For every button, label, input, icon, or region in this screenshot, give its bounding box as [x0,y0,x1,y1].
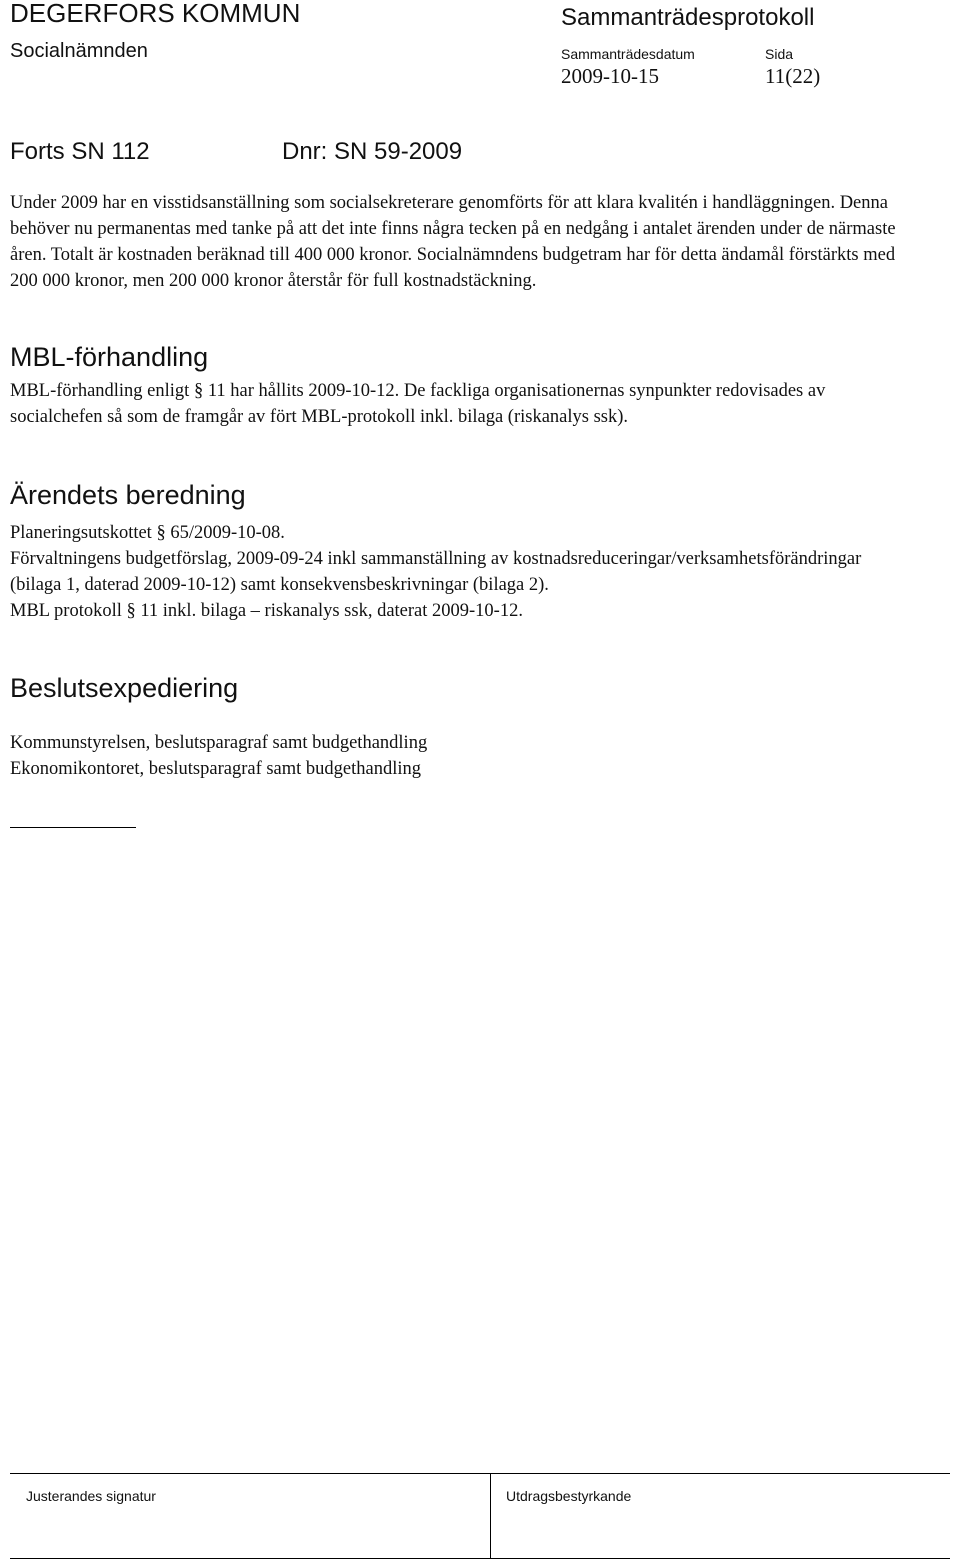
meeting-date-value: 2009-10-15 [561,64,659,88]
document-type: Sammanträdesprotokoll [561,4,815,31]
footer-separator [490,1474,491,1558]
beredning-heading: Ärendets beredning [10,480,246,510]
expediering-recipient: Ekonomikontoret, beslutsparagraf samt budgethandling [10,759,422,779]
beredning-list [10,520,910,624]
signature-footer [10,1473,950,1559]
beredning-line: Förvaltningens budgetförslag, 2009-09-24 inkl sammanställning av kostnadsreduceringar/verksamhetsförändringar (bilaga 1, daterad 2009-10-12) samt konsekvensbeskrivningar (bilaga 2). [10,549,862,595]
page-number: 11(22) [765,64,821,88]
intro-paragraph: Under 2009 har en visstidsanställning som socialsekreterare genomförts för att klara kvalitén i handläggningen. Denna behöver nu permanentas med tanke på att det inte finns några tecken på en nedgång i antalet ärenden under de närmaste åren. Totalt är kostnaden beräknad till 400 000 kronor. Socialnämndens budgetram har för detta ändamål förstärkts med 200 000 kronor, men 200 000 kronor återstår för full kostnadstäckning. [10,193,896,291]
expediering-heading: Beslutsexpediering [10,673,239,703]
section-divider [10,827,136,828]
case-dnr: Dnr: SN 59-2009 [282,138,463,165]
organization-name: DEGERFORS KOMMUN [10,0,301,28]
case-title: Forts SN 112 [10,138,150,165]
mbl-heading: MBL-förhandling [10,342,209,372]
beredning-line: MBL protokoll § 11 inkl. bilaga – riskanalys ssk, daterat 2009-10-12. [10,601,523,621]
certification-label: Utdragsbestyrkande [506,1488,632,1504]
page-label: Sida [765,46,794,62]
expediering-list [10,730,910,782]
committee-name: Socialnämnden [10,40,148,62]
mbl-paragraph: MBL-förhandling enligt § 11 har hållits 2009-10-12. De fackliga organisationernas synpunkter redovisades av socialchefen så som de framgår av fört MBL-protokoll inkl. bilaga (riskanalys ssk). [10,381,826,427]
beredning-line: Planeringsutskottet § 65/2009-10-08. [10,523,285,543]
signature-label: Justerandes signatur [26,1488,156,1504]
expediering-recipient: Kommunstyrelsen, beslutsparagraf samt budgethandling [10,733,428,753]
meeting-date-label: Sammanträdesdatum [561,46,695,62]
